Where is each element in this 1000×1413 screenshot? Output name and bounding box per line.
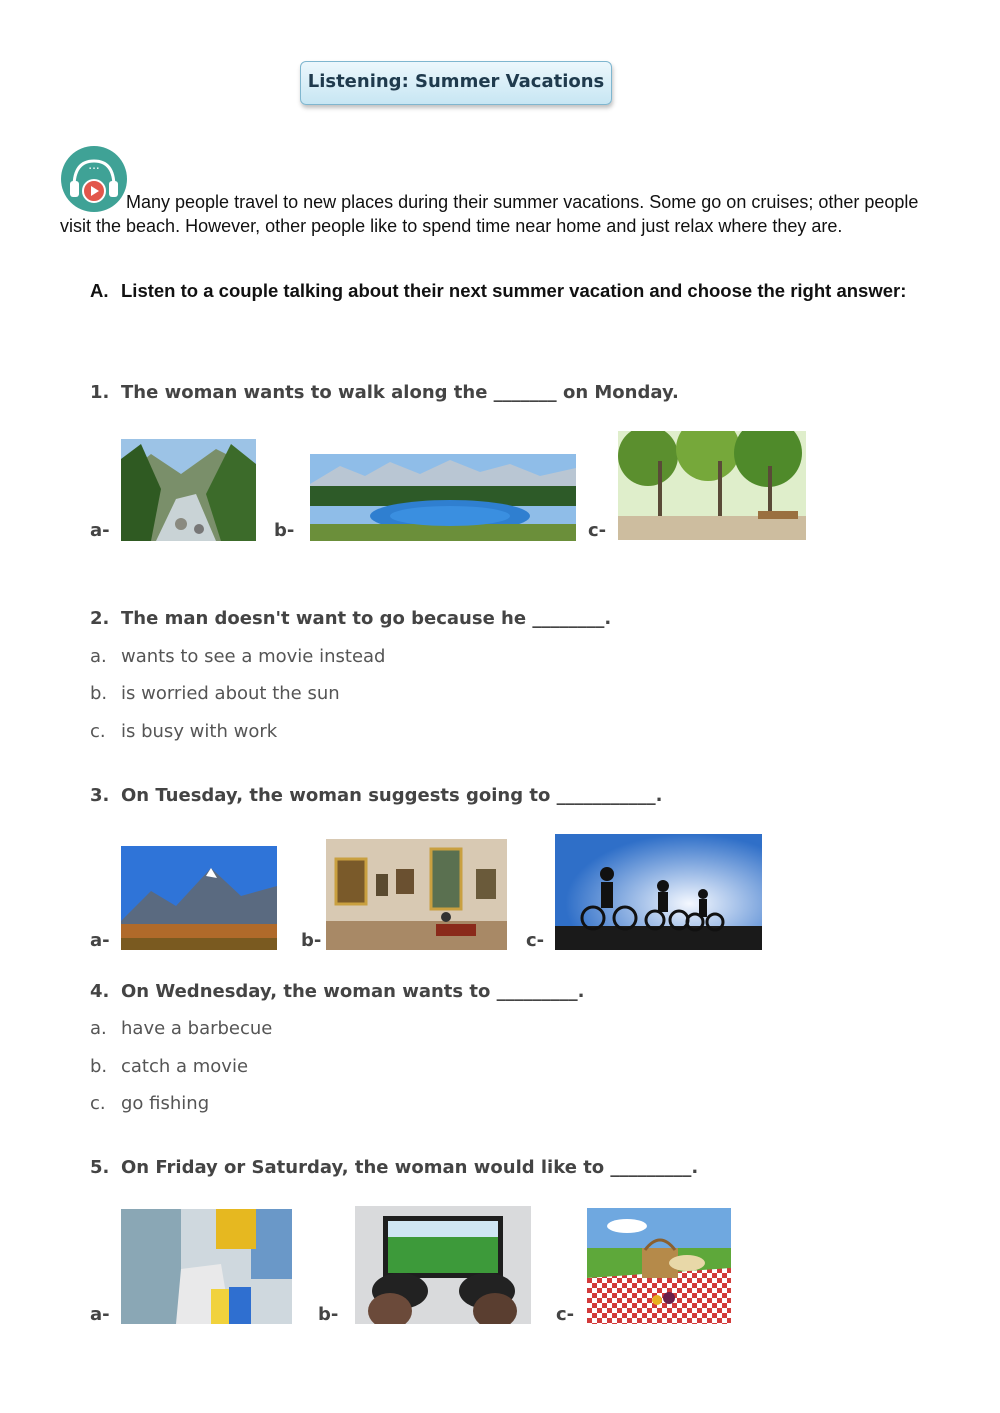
question-text: On Friday or Saturday, the woman would like to _________. (121, 1157, 699, 1178)
option-2c[interactable] (90, 721, 277, 742)
option-text: have a barbecue (121, 1018, 273, 1039)
option-text: go fishing (121, 1093, 210, 1114)
svg-text:...: ... (88, 158, 100, 172)
cycling-image[interactable] (555, 834, 762, 950)
picnic-image[interactable] (587, 1208, 731, 1324)
option-label-b: b- (301, 930, 322, 951)
option-4b[interactable] (90, 1056, 248, 1077)
shopping-image[interactable] (121, 1209, 292, 1324)
option-4c[interactable] (90, 1093, 209, 1114)
question-number: 4. (90, 981, 110, 1002)
option-letter: c. (90, 1093, 106, 1114)
question-4 (90, 981, 584, 1002)
option-letter: a. (90, 1018, 107, 1039)
option-text: is busy with work (121, 721, 278, 742)
option-letter: b. (90, 1056, 108, 1077)
river-image[interactable] (121, 439, 256, 541)
option-label-c: c- (556, 1304, 575, 1325)
option-label-c: c- (588, 520, 607, 541)
question-number: 3. (90, 785, 110, 806)
section-a-letter: A. (90, 280, 109, 301)
question-2 (90, 608, 611, 629)
intro-paragraph: Many people travel to new places during their summer vacations. Some go on cruises; other people visit the beach. However, other people like to spend time near home and just relax where they are. (60, 192, 919, 236)
question-number: 1. (90, 382, 110, 403)
option-2a[interactable] (90, 646, 385, 667)
option-label-b: b- (274, 520, 295, 541)
question-text: On Tuesday, the woman suggests going to ___________. (121, 785, 663, 806)
option-letter: c. (90, 721, 106, 742)
option-letter: a. (90, 646, 107, 667)
option-label-a: a- (90, 930, 110, 951)
park-image[interactable] (618, 431, 806, 540)
option-2b[interactable] (90, 683, 340, 704)
museum-image[interactable] (326, 839, 507, 950)
option-label-a: a- (90, 1304, 110, 1325)
worksheet-title: Listening: Summer Vacations (300, 61, 612, 105)
lake-image[interactable] (310, 454, 576, 541)
option-letter: b. (90, 683, 108, 704)
option-text: is worried about the sun (121, 683, 340, 704)
option-label-c: c- (526, 930, 545, 951)
section-a-text: Listen to a couple talking about their next summer vacation and choose the right answer: (121, 280, 907, 301)
question-text: The man doesn't want to go because he ________. (121, 608, 612, 629)
section-a-instruction (90, 279, 920, 302)
option-text: wants to see a movie instead (121, 646, 386, 667)
option-text: catch a movie (121, 1056, 249, 1077)
option-label-a: a- (90, 520, 110, 541)
question-text: On Wednesday, the woman wants to _________. (121, 981, 585, 1002)
option-4a[interactable] (90, 1018, 272, 1039)
mountains-image[interactable] (121, 846, 277, 950)
question-1 (90, 382, 679, 403)
option-label-b: b- (318, 1304, 339, 1325)
question-5 (90, 1157, 698, 1178)
question-3 (90, 785, 662, 806)
video-game-image[interactable] (355, 1206, 531, 1324)
question-number: 2. (90, 608, 110, 629)
question-text: The woman wants to walk along the _______ on Monday. (121, 382, 679, 403)
question-number: 5. (90, 1157, 110, 1178)
